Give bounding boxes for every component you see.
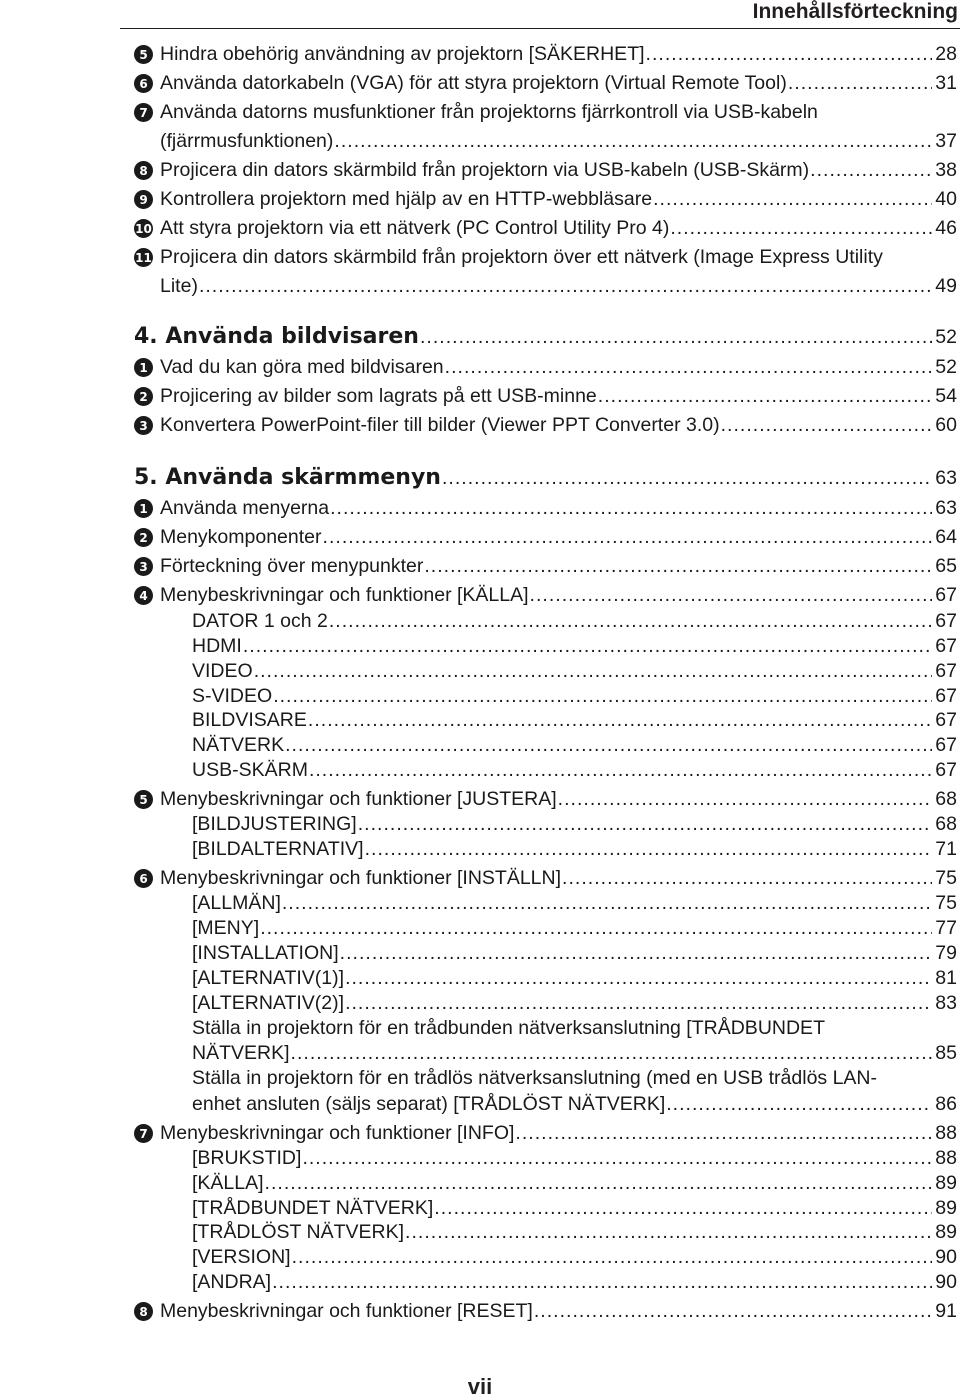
toc-entry-title: Ställa in projektorn för en trådlös nätverksanslutning (med en USB trådlös LAN- bbox=[192, 1067, 878, 1089]
dot-leader bbox=[788, 71, 932, 95]
toc-page-number: 31 bbox=[935, 72, 957, 94]
dot-leader bbox=[345, 966, 932, 990]
toc-entry-title: [TRÅDBUNDET NÄTVERK] bbox=[192, 1197, 434, 1219]
toc-page-number: 65 bbox=[935, 555, 957, 577]
bullet-number-icon: 4 bbox=[134, 586, 153, 605]
dot-leader bbox=[265, 1171, 933, 1195]
toc-page-number: 46 bbox=[935, 217, 957, 239]
toc-chapter-entry[interactable] bbox=[0, 325, 957, 349]
toc-entry-title: VIDEO bbox=[192, 660, 253, 682]
toc-entry[interactable] bbox=[0, 1041, 957, 1065]
dot-leader bbox=[445, 355, 933, 379]
dot-leader bbox=[340, 941, 933, 965]
toc-entry-title: Lite) bbox=[160, 275, 198, 297]
toc-entry-title: Menybeskrivningar och funktioner [JUSTERA] bbox=[160, 788, 557, 810]
toc-entry-title: DATOR 1 och 2 bbox=[192, 610, 328, 632]
dot-leader bbox=[598, 384, 933, 408]
toc-entry-title: [TRÅDLÖST NÄTVERK] bbox=[192, 1221, 405, 1243]
toc-entry-title: Menybeskrivningar och funktioner [INFO] bbox=[160, 1122, 515, 1144]
dot-leader bbox=[329, 609, 932, 633]
bullet-number-icon: 10 bbox=[134, 219, 153, 238]
toc-page-number: 89 bbox=[935, 1197, 957, 1219]
toc-entry[interactable] bbox=[0, 583, 957, 607]
toc-entry[interactable] bbox=[0, 708, 957, 732]
bullet-number-icon: 5 bbox=[134, 45, 153, 64]
toc-page-number: 28 bbox=[935, 43, 957, 65]
dot-leader bbox=[254, 659, 933, 683]
dot-leader bbox=[334, 129, 932, 153]
toc-entry-title: [MENY] bbox=[192, 917, 260, 939]
bullet-number-icon: 3 bbox=[134, 557, 153, 576]
toc-entry[interactable] bbox=[0, 659, 957, 683]
toc-entry-title: [ANDRA] bbox=[192, 1271, 272, 1293]
toc-page-number: 86 bbox=[935, 1093, 957, 1115]
toc-entry-title: 4. Använda bildvisaren bbox=[134, 324, 419, 349]
toc-page-number: 88 bbox=[935, 1122, 957, 1144]
toc-entry[interactable] bbox=[0, 384, 957, 408]
toc-entry[interactable] bbox=[0, 891, 957, 915]
dot-leader bbox=[243, 634, 932, 658]
toc-entry[interactable] bbox=[0, 158, 957, 182]
dot-leader bbox=[653, 187, 932, 211]
page-number: vii bbox=[467, 1374, 493, 1399]
toc-entry[interactable] bbox=[0, 42, 957, 66]
toc-page-number: 67 bbox=[935, 635, 957, 657]
toc-entry-title: [INSTALLATION] bbox=[192, 942, 339, 964]
toc-entry-title: [VERSION] bbox=[192, 1246, 291, 1268]
toc-page-number: 37 bbox=[935, 130, 957, 152]
toc-page-number: 67 bbox=[935, 734, 957, 756]
toc-entry-title: NÄTVERK bbox=[192, 734, 285, 756]
dot-leader bbox=[442, 466, 932, 490]
bullet-number-icon: 8 bbox=[134, 161, 153, 180]
dot-leader bbox=[199, 274, 932, 298]
toc-entry-title: [ALLMÄN] bbox=[192, 892, 281, 914]
toc-page-number: 68 bbox=[935, 788, 957, 810]
dot-leader bbox=[330, 496, 932, 520]
dot-leader bbox=[721, 413, 933, 437]
toc-entry-title: S-VIDEO bbox=[192, 685, 273, 707]
toc-entry[interactable] bbox=[0, 554, 957, 578]
toc-entry[interactable] bbox=[0, 991, 957, 1015]
toc-entry[interactable] bbox=[0, 355, 957, 379]
toc-page-number: 89 bbox=[935, 1172, 957, 1194]
dot-leader bbox=[260, 916, 932, 940]
toc-entry[interactable] bbox=[0, 1245, 957, 1269]
dot-leader bbox=[530, 583, 933, 607]
toc-chapter-entry[interactable] bbox=[0, 466, 957, 490]
toc-page-number: 77 bbox=[935, 917, 957, 939]
bullet-number-icon: 6 bbox=[134, 869, 153, 888]
dot-leader bbox=[273, 684, 932, 708]
dot-leader bbox=[515, 1121, 932, 1145]
toc-page-number: 67 bbox=[935, 584, 957, 606]
toc-entry[interactable] bbox=[0, 1016, 957, 1040]
toc-page-number: 67 bbox=[935, 709, 957, 731]
bullet-number-icon: 9 bbox=[134, 190, 153, 209]
toc-page-number: 91 bbox=[935, 1300, 957, 1322]
bullet-number-icon: 2 bbox=[134, 528, 153, 547]
bullet-number-icon: 5 bbox=[134, 790, 153, 809]
dot-leader bbox=[302, 1146, 932, 1170]
toc-page-number: 63 bbox=[935, 467, 957, 489]
toc-entry-title: Projicera din dators skärmbild från projektorn via USB-kabeln (USB-Skärm) bbox=[160, 159, 810, 181]
toc-entry-title: Använda menyerna bbox=[160, 497, 330, 519]
bullet-number-icon: 1 bbox=[134, 358, 153, 377]
dot-leader bbox=[285, 733, 932, 757]
toc-entry-title: enhet ansluten (säljs separat) [TRÅDLÖST NÄTVERK] bbox=[192, 1093, 666, 1115]
toc-entry-title: [BRUKSTID] bbox=[192, 1147, 302, 1169]
toc-page-number: 89 bbox=[935, 1221, 957, 1243]
toc-entry-title: BILDVISARE bbox=[192, 709, 307, 731]
toc-page-number: 90 bbox=[935, 1271, 957, 1293]
toc-page-number: 52 bbox=[935, 356, 957, 378]
toc-page-number: 67 bbox=[935, 660, 957, 682]
toc-entry[interactable] bbox=[0, 634, 957, 658]
toc-entry[interactable] bbox=[0, 1270, 957, 1294]
toc-entry-title: [BILDJUSTERING] bbox=[192, 813, 357, 835]
toc-entry-title: Ställa in projektorn för en trådbunden nätverksanslutning [TRÅDBUNDET bbox=[192, 1017, 825, 1039]
toc-entry[interactable] bbox=[0, 837, 957, 861]
toc-entry-title: Menybeskrivningar och funktioner [KÄLLA] bbox=[160, 584, 529, 606]
toc-page-number: 75 bbox=[935, 892, 957, 914]
header-title: Innehållsförteckning bbox=[752, 0, 958, 23]
toc-page-number: 67 bbox=[935, 610, 957, 632]
toc-entry-title: Projicering av bilder som lagrats på ett USB-minne bbox=[160, 385, 597, 407]
dot-leader bbox=[562, 866, 932, 890]
toc-page-number: 68 bbox=[935, 813, 957, 835]
toc-entry-title: Använda datorns musfunktioner från projektorns fjärrkontroll via USB-kabeln bbox=[160, 101, 818, 123]
toc-entry[interactable] bbox=[0, 1220, 957, 1244]
toc-entry-title: 5. Använda skärmmenyn bbox=[134, 465, 441, 490]
toc-page-number: 90 bbox=[935, 1246, 957, 1268]
toc-entry[interactable] bbox=[0, 187, 957, 211]
toc-entry-title: Menykomponenter bbox=[160, 526, 322, 548]
dot-leader bbox=[810, 158, 932, 182]
dot-leader bbox=[666, 1092, 932, 1116]
toc-entry[interactable] bbox=[0, 245, 957, 269]
bullet-number-icon: 11 bbox=[134, 248, 153, 267]
bullet-number-icon: 3 bbox=[134, 416, 153, 435]
bullet-number-icon: 6 bbox=[134, 74, 153, 93]
toc-entry-title: Att styra projektorn via ett nätverk (PC Control Utility Pro 4) bbox=[160, 217, 670, 239]
toc-entry-title: Konvertera PowerPoint-filer till bilder (Viewer PPT Converter 3.0) bbox=[160, 414, 720, 436]
toc-entry[interactable] bbox=[0, 1171, 957, 1195]
dot-leader bbox=[670, 216, 932, 240]
bullet-number-icon: 1 bbox=[134, 499, 153, 518]
toc-entry[interactable] bbox=[0, 866, 957, 890]
bullet-number-icon: 2 bbox=[134, 387, 153, 406]
dot-leader bbox=[292, 1245, 933, 1269]
dot-leader bbox=[323, 525, 933, 549]
toc-entry-title: USB-SKÄRM bbox=[192, 759, 308, 781]
toc-entry[interactable] bbox=[0, 812, 957, 836]
toc-page-number: 64 bbox=[935, 526, 957, 548]
toc-entry[interactable] bbox=[0, 413, 957, 437]
toc-page-number: 71 bbox=[935, 838, 957, 860]
toc-entry[interactable] bbox=[0, 609, 957, 633]
toc-entry-title: [BILDALTERNATIV] bbox=[192, 838, 364, 860]
dot-leader bbox=[434, 1196, 932, 1220]
toc-entry[interactable] bbox=[0, 129, 957, 153]
toc-entry-title: NÄTVERK] bbox=[192, 1042, 290, 1064]
dot-leader bbox=[282, 891, 932, 915]
toc-entry[interactable] bbox=[0, 100, 957, 124]
toc-entry[interactable] bbox=[0, 525, 957, 549]
toc-entry-title: Projicera din dators skärmbild från projektorn över ett nätverk (Image Express Utility bbox=[160, 246, 883, 268]
toc-page-number: 81 bbox=[935, 967, 957, 989]
dot-leader bbox=[558, 787, 933, 811]
toc-entry-title: Använda datorkabeln (VGA) för att styra projektorn (Virtual Remote Tool) bbox=[160, 72, 787, 94]
dot-leader bbox=[365, 837, 933, 861]
toc-entry-title: [ALTERNATIV(2)] bbox=[192, 992, 345, 1014]
toc-entry-title: Förteckning över menypunkter bbox=[160, 555, 424, 577]
toc-entry-title: (fjärrmusfunktionen) bbox=[160, 130, 334, 152]
toc-page-number: 60 bbox=[935, 414, 957, 436]
dot-leader bbox=[646, 42, 933, 66]
toc-page-number: 79 bbox=[935, 942, 957, 964]
toc-page-number: 75 bbox=[935, 867, 957, 889]
toc-entry[interactable] bbox=[0, 1092, 957, 1116]
toc-entry[interactable] bbox=[0, 274, 957, 298]
dot-leader bbox=[308, 708, 932, 732]
toc-page-number: 54 bbox=[935, 385, 957, 407]
toc-entry-title: HDMI bbox=[192, 635, 242, 657]
toc-page-number: 40 bbox=[935, 188, 957, 210]
toc-entry[interactable] bbox=[0, 496, 957, 520]
toc-page-number: 67 bbox=[935, 759, 957, 781]
toc-page-number: 67 bbox=[935, 685, 957, 707]
toc-entry-title: [KÄLLA] bbox=[192, 1172, 264, 1194]
dot-leader bbox=[358, 812, 933, 836]
toc-entry-title: Vad du kan göra med bildvisaren bbox=[160, 356, 444, 378]
toc-entry-title: Menybeskrivningar och funktioner [RESET] bbox=[160, 1300, 533, 1322]
toc-entry[interactable] bbox=[0, 1299, 957, 1323]
bullet-number-icon: 7 bbox=[134, 103, 153, 122]
toc-page-number: 38 bbox=[935, 159, 957, 181]
dot-leader bbox=[272, 1270, 932, 1294]
toc-page-number: 63 bbox=[935, 497, 957, 519]
dot-leader bbox=[424, 554, 932, 578]
dot-leader bbox=[420, 325, 932, 349]
toc-entry[interactable] bbox=[0, 684, 957, 708]
toc-page-number: 49 bbox=[935, 275, 957, 297]
toc-page-number: 83 bbox=[935, 992, 957, 1014]
toc-entry[interactable] bbox=[0, 941, 957, 965]
toc-page-number: 52 bbox=[935, 326, 957, 348]
toc-entry-title: [ALTERNATIV(1)] bbox=[192, 967, 345, 989]
toc-entry[interactable] bbox=[0, 1066, 957, 1090]
bullet-number-icon: 8 bbox=[134, 1302, 153, 1321]
bullet-number-icon: 7 bbox=[134, 1124, 153, 1143]
toc-entry[interactable] bbox=[0, 1121, 957, 1145]
toc-entry-title: Menybeskrivningar och funktioner [INSTÄLLN] bbox=[160, 867, 562, 889]
toc-entry[interactable] bbox=[0, 1146, 957, 1170]
dot-leader bbox=[534, 1299, 932, 1323]
toc-page-number: 88 bbox=[935, 1147, 957, 1169]
toc-entry[interactable] bbox=[0, 787, 957, 811]
toc-page-number: 85 bbox=[935, 1042, 957, 1064]
toc-entry-title: Kontrollera projektorn med hjälp av en HTTP-webbläsare bbox=[160, 188, 653, 210]
toc-entry[interactable] bbox=[0, 1196, 957, 1220]
toc-entry[interactable] bbox=[0, 966, 957, 990]
dot-leader bbox=[405, 1220, 932, 1244]
dot-leader bbox=[345, 991, 932, 1015]
dot-leader bbox=[291, 1041, 933, 1065]
toc-entry[interactable] bbox=[0, 216, 957, 240]
dot-leader bbox=[309, 758, 932, 782]
toc-entry[interactable] bbox=[0, 916, 957, 940]
toc-entry[interactable] bbox=[0, 71, 957, 95]
toc-entry[interactable] bbox=[0, 733, 957, 757]
toc-entry[interactable] bbox=[0, 758, 957, 782]
toc-entry-title: Hindra obehörig användning av projektorn [SÄKERHET] bbox=[160, 43, 645, 65]
